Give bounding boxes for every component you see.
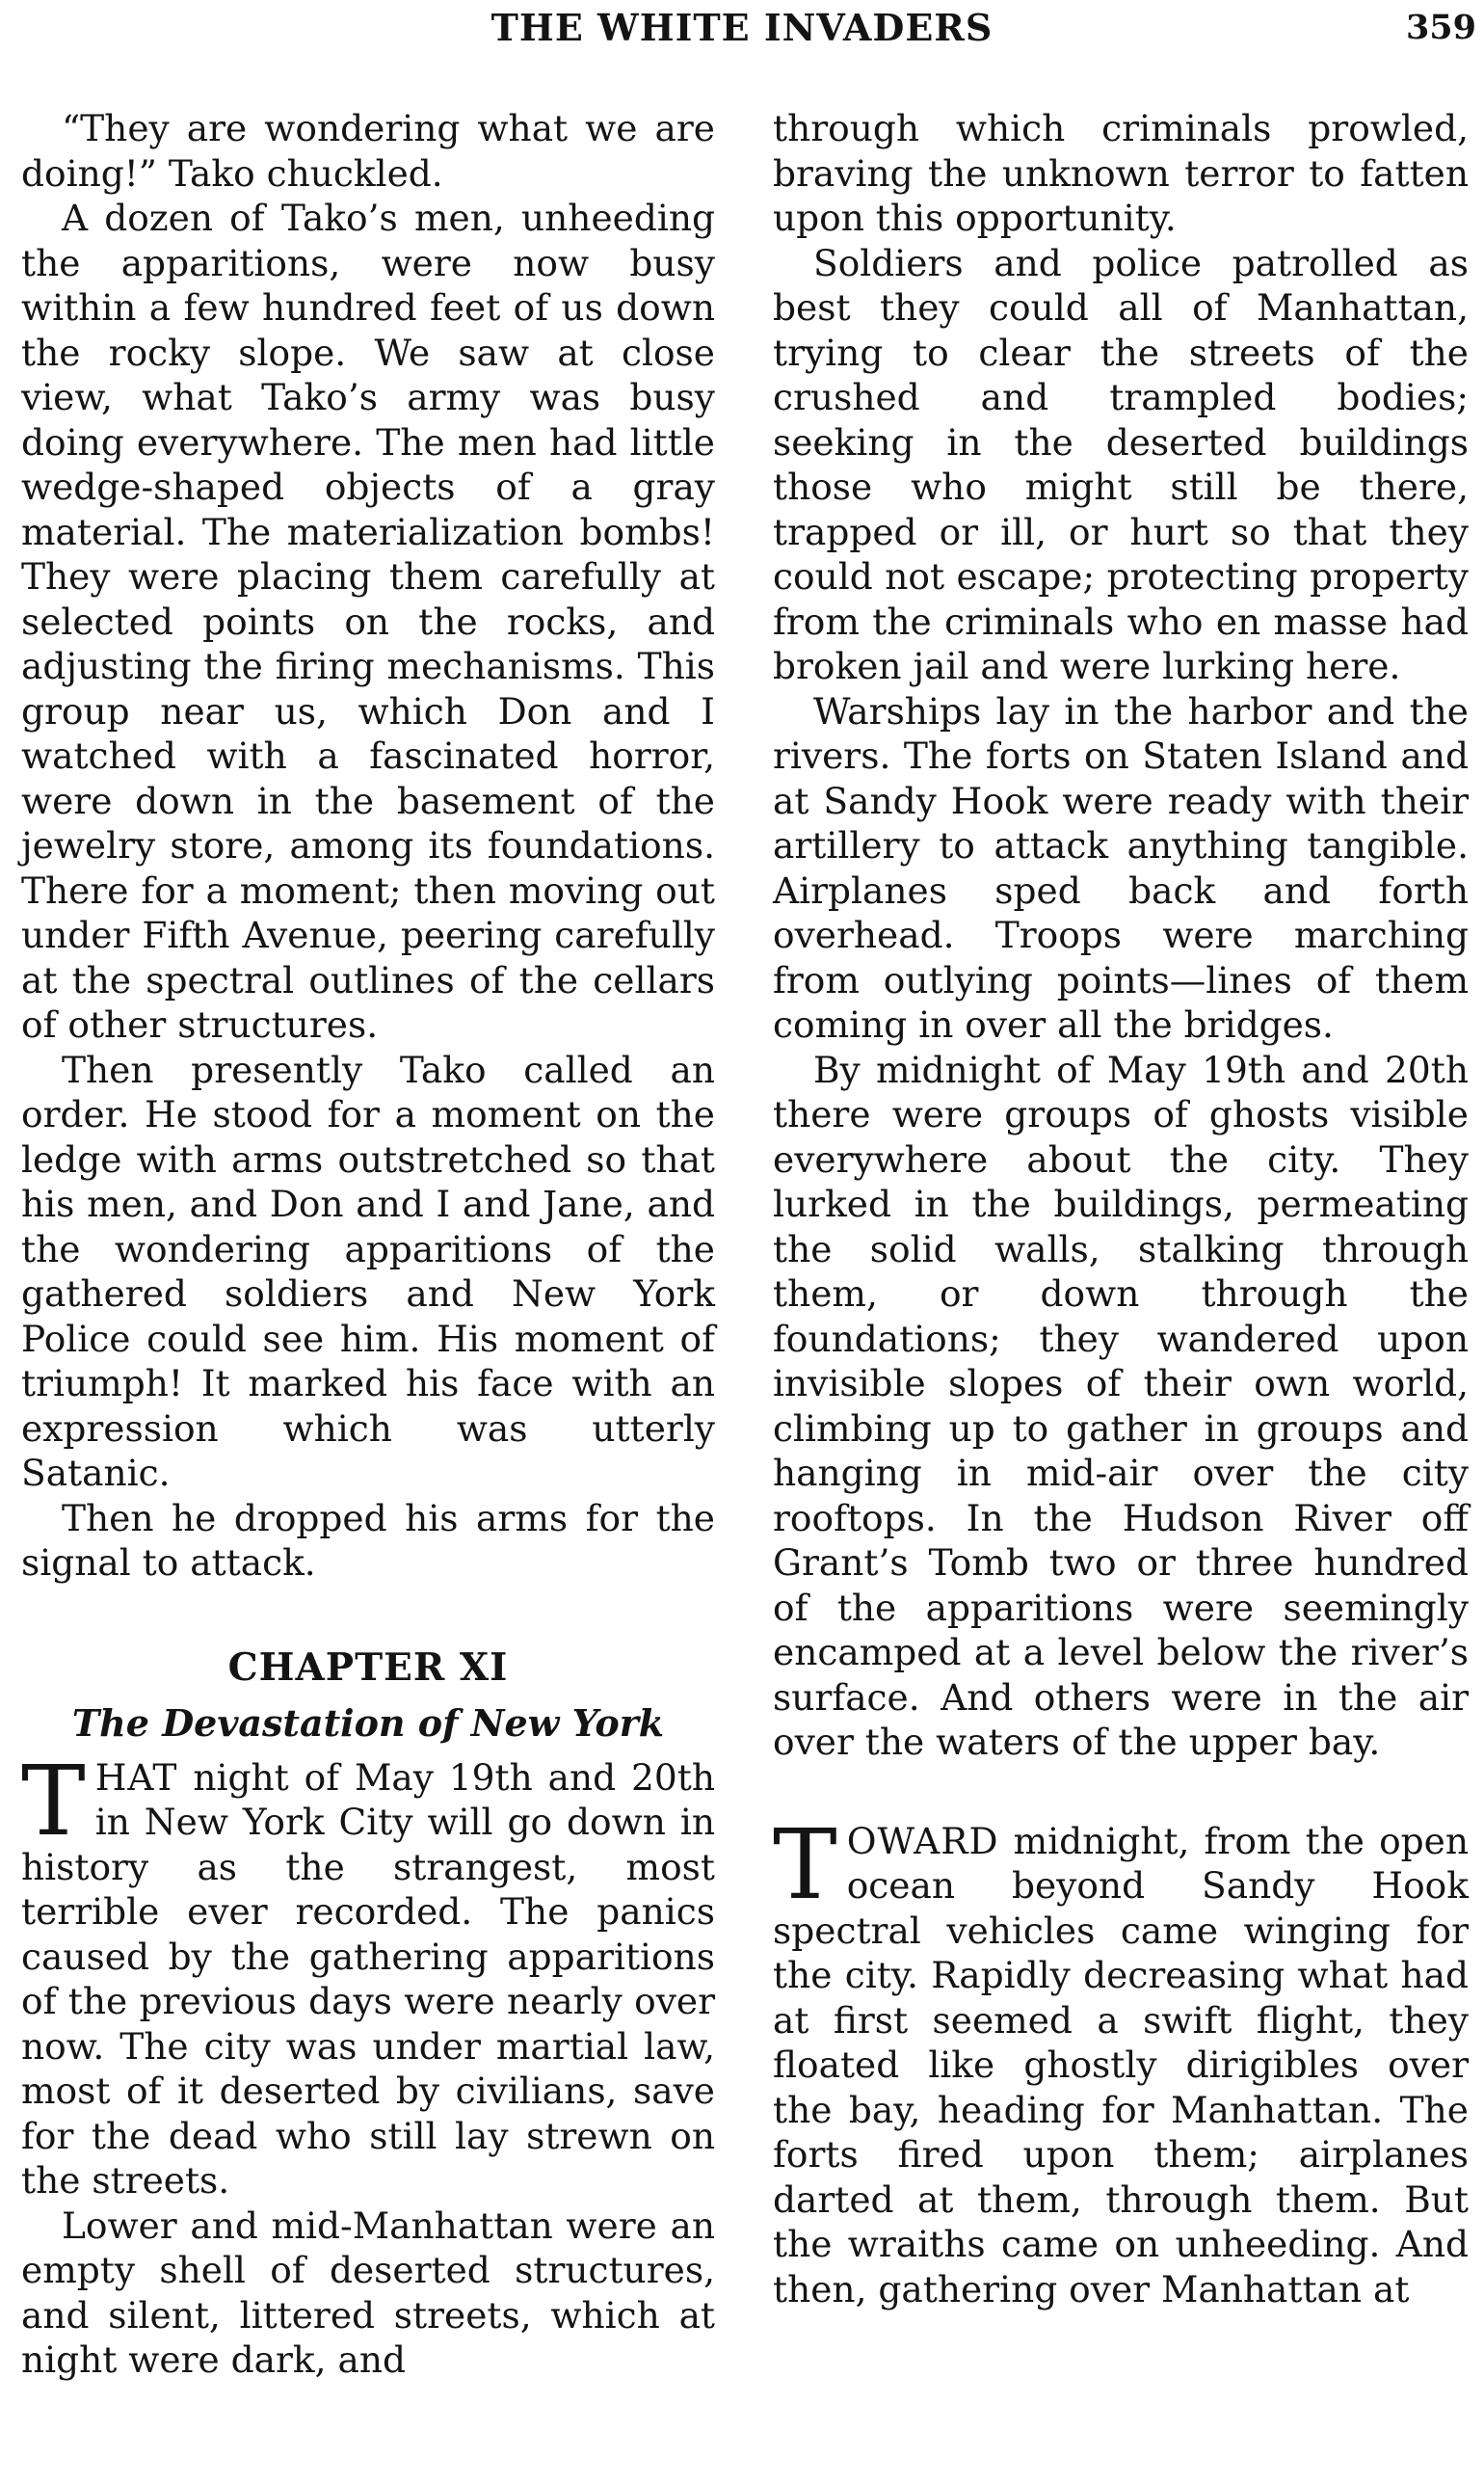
page-number: 359 (1405, 8, 1476, 47)
paragraph: A dozen of Tako’s men, unheeding the apparitions, were now busy within a few hundred feet of us down the rocky slope. We saw at close view, what Tako’s army was busy doing everywhere. The men had little wedge-shaped objects of a gray material. The materialization bombs! They were placing them carefully at selected points on the rocks, and adjusting the firing mechanisms. This group near us, which Don and I watched with a fascinated horror, were down in the basement of the jewelry store, among its foundations. There for a moment; then moving out under Fifth Avenue, peering carefully at the spectral outlines of the cellars of other structures. (21, 197, 715, 1046)
paragraph-text: midnight, from the open ocean beyond Sandy Hook spectral vehicles came winging for the city. Rapidly decreasing what had at first seemed a swift flight, they floated like ghostly dirigibles over the bay, heading for Manhattan. The forts fired upon them; airplanes darted at them, through them. But the wraiths came on unheeding. And then, gathering over Manhattan at (773, 1819, 1469, 2310)
paragraph: Warships lay in the harbor and the rivers. The forts on Staten Island and at Sandy Hook were ready with their artillery to attack anything tangible. Airplanes sped back and forth overhead. Troops were marching from outlying points—lines of them coming in over all the bridges. (773, 689, 1469, 1046)
left-column (21, 106, 715, 2383)
paragraph: By midnight of May 19th and 20th there were groups of ghosts visible everywhere about the city. They lurked in the buildings, permeating the solid walls, stalking through them, or down through the foundations; they wandered upon invisible slopes of their own world, climbing up to gather in groups and hanging in mid-air over the city rooftops. In the Hudson River off Grant’s Tomb two or three hundred of the apparitions were seemingly encamped at a level below the river’s surface. And others were in the air over the waters of the upper bay. (773, 1048, 1469, 1763)
paragraph: Soldiers and police patrolled as best they could all of Manhattan, trying to clear the streets of the crushed and trampled bodies; seeking in the deserted buildings those who might still be there, trapped or ill, or hurt so that they could not escape; protecting property from the criminals who en masse had broken jail and were lurking here. (773, 241, 1469, 687)
paragraph: through which criminals prowled, braving the unknown terror to fatten upon this opportunity. (773, 107, 1469, 239)
paragraph-with-dropcap (21, 1744, 715, 2204)
paragraph: Lower and mid-Manhattan were an empty shell of deserted structures, and silent, littered streets, which at night were dark, and (21, 2204, 715, 2381)
running-title: THE WHITE INVADERS (490, 6, 994, 49)
drop-cap: T (773, 1807, 837, 1921)
chapter-heading: CHAPTER XI (227, 1644, 509, 1690)
page-header (0, 6, 1484, 64)
paragraph: Then he dropped his arms for the signal to attack. (21, 1496, 715, 1584)
drop-cap: T (21, 1744, 86, 1857)
paragraph-with-dropcap (773, 1807, 1469, 2312)
paragraph: Then presently Tako called an order. He stood for a moment on the ledge with arms outstretched so that his men, and Don and I and Jane, and the wondering apparitions of the gathered soldiers and New York Police could see him. His moment of triumph! It marked his face with an expression which was utterly Satanic. (21, 1048, 715, 1494)
chapter-subtitle: The Devastation of New York (71, 1700, 665, 1745)
lead-word: OWARD (846, 1819, 999, 1862)
section-gap (773, 1765, 1469, 1819)
lead-word: HAT (94, 1755, 178, 1799)
paragraph: “They are wondering what we are doing!” Tako chuckled. (21, 107, 715, 195)
paragraph-text: night of May 19th and 20th in New York City will go down in history as the strangest, most terrible ever recorded. The panics caused by the gathering apparitions of the previous days were nearly over now. The city was under martial law, most of it deserted by civilians, save for the dead who still lay strewn on the streets. (21, 1755, 715, 2202)
right-column (773, 106, 1469, 2311)
